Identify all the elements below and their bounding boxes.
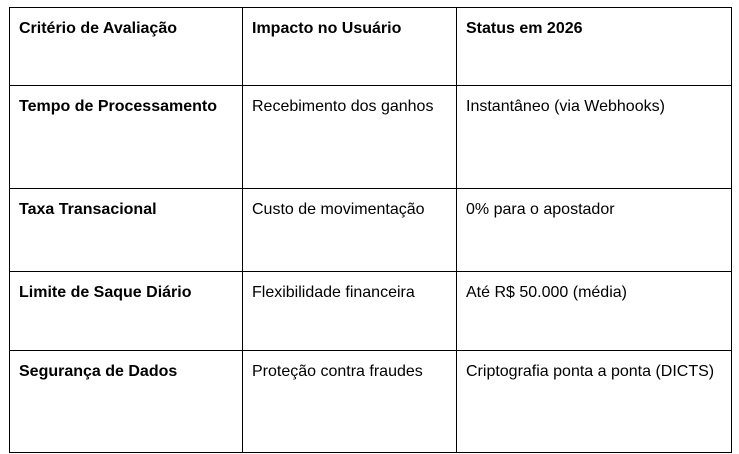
row-label-cell: Tempo de Processamento xyxy=(10,86,243,189)
table-row xyxy=(10,86,732,189)
row-label-cell: Limite de Saque Diário xyxy=(10,272,243,351)
table-cell: 0% para o apostador xyxy=(457,189,732,272)
table-cell: Instantâneo (via Webhooks) xyxy=(457,86,732,189)
table-cell: Proteção contra fraudes xyxy=(243,351,457,453)
table-row xyxy=(10,189,732,272)
comparison-table xyxy=(9,7,732,453)
table-cell: Custo de movimentação xyxy=(243,189,457,272)
table-cell: Até R$ 50.000 (média) xyxy=(457,272,732,351)
table-cell: Flexibilidade financeira xyxy=(243,272,457,351)
header-cell-criterio: Critério de Avaliação xyxy=(10,8,243,86)
header-row xyxy=(10,8,732,86)
table-cell: Criptografia ponta a ponta (DICTS) xyxy=(457,351,732,453)
row-label-cell: Segurança de Dados xyxy=(10,351,243,453)
table-row xyxy=(10,272,732,351)
table-row xyxy=(10,351,732,453)
header-cell-impacto: Impacto no Usuário xyxy=(243,8,457,86)
table-cell: Recebimento dos ganhos xyxy=(243,86,457,189)
row-label-cell: Taxa Transacional xyxy=(10,189,243,272)
header-cell-status: Status em 2026 xyxy=(457,8,732,86)
